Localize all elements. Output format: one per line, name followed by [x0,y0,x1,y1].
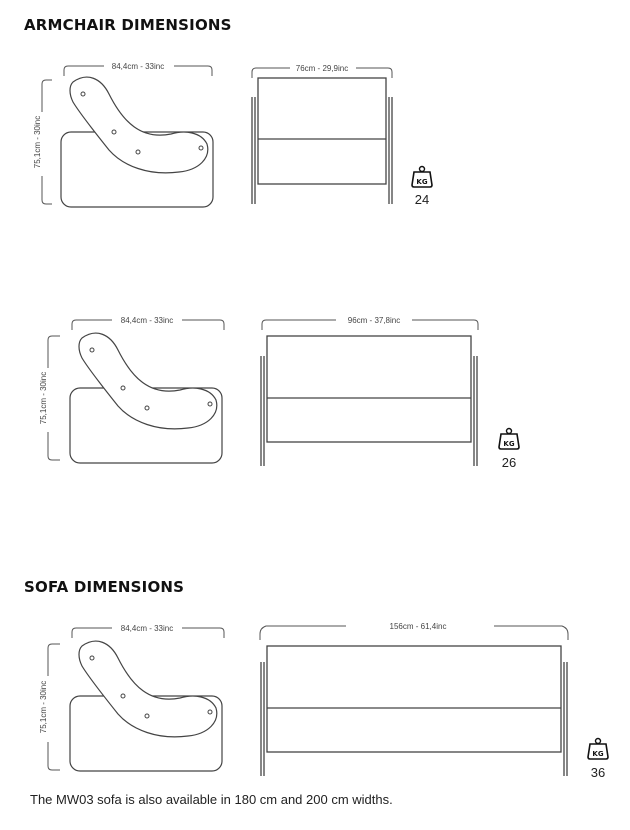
item-1-side-view [33,62,213,207]
item-2-front-view [261,316,478,466]
item-1-weight-value: 24 [414,192,430,207]
item-3-front-view [260,622,568,776]
item-2-width-label: 96cm - 37,8inc [347,316,401,325]
item-3-side-view [39,624,224,771]
item-3-depth-label: 84,4cm - 33inc [120,624,174,633]
item-2-weight-value: 26 [501,455,517,470]
item-3-weight-unit: KG [592,750,604,758]
item-2-weight [499,429,519,471]
item-2-height-label: 75,1cm - 30inc [39,371,48,425]
item-3-weight-value: 36 [590,765,606,780]
item-3-weight [588,739,608,781]
item-1-weight-unit: KG [416,178,428,186]
item-1-depth-label: 84,4cm - 33inc [111,62,165,71]
item-2-depth-label: 84,4cm - 33inc [120,316,174,325]
item-1-width-label: 76cm - 29,9inc [295,64,349,73]
sofa-section-title: SOFA DIMENSIONS [24,578,185,596]
item-3-height-label: 75,1cm - 30inc [39,680,48,734]
availability-note: The MW03 sofa is also available in 180 cm and 200 cm widths. [30,792,393,807]
item-2-weight-unit: KG [503,440,515,448]
armchair-section-title: ARMCHAIR DIMENSIONS [24,16,232,34]
item-1-weight [412,167,432,208]
item-1-front-view [252,64,392,204]
item-3-width-label: 156cm - 61,4inc [389,622,447,631]
item-2-side-view [39,316,224,463]
item-1-height-label: 75,1cm - 30inc [33,115,42,169]
